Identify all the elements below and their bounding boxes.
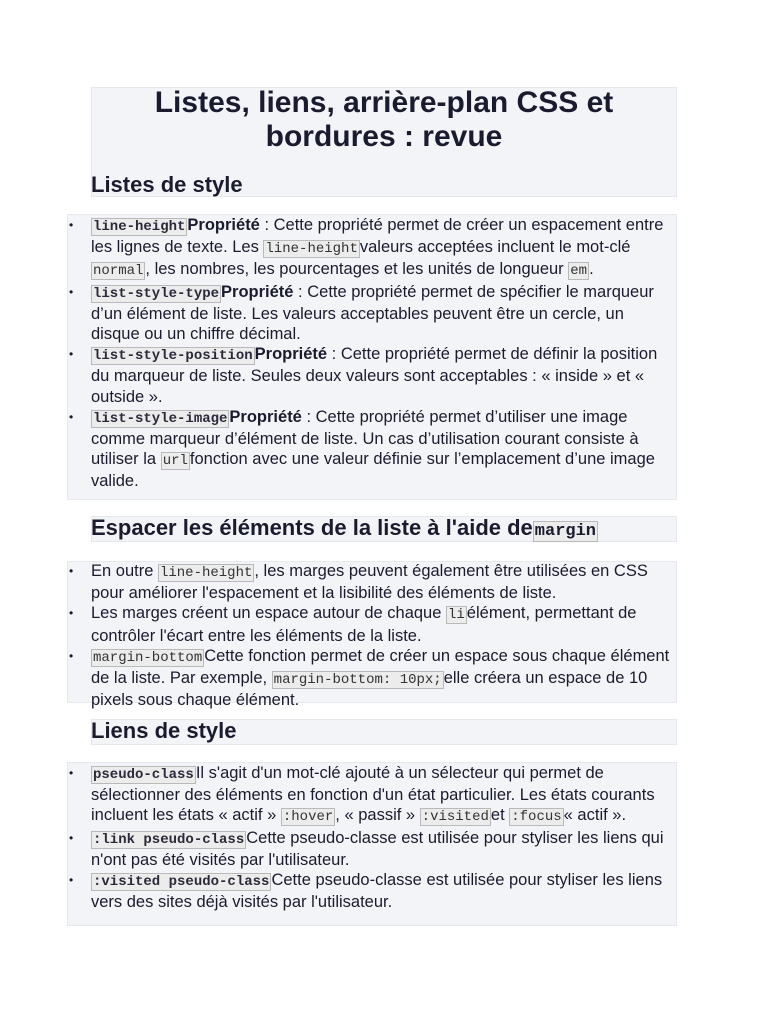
item-text: : Cette propriété permet d’utiliser une image comme marqueur d’élément de liste. Un cas d’utilisation courant consiste à utiliser la: [91, 407, 639, 469]
code-snippet: :link pseudo-class: [93, 831, 245, 848]
bullet: •: [69, 284, 74, 299]
list-item: [69, 870, 675, 912]
bullet: •: [69, 564, 74, 578]
item-text: Cette pseudo-classe est utilisée pour styliser les liens vers des sites déjà visités par l'utilisateur.: [91, 871, 663, 912]
bullet: •: [69, 766, 74, 780]
item-text: .: [589, 260, 594, 279]
code-snippet: normal: [93, 263, 144, 280]
list-espacer-elements: [67, 561, 675, 710]
code-snippet: :visited: [421, 809, 489, 826]
code-snippet: :hover: [282, 809, 334, 826]
item-text: , les marges peuvent également être utilisées en CSS pour améliorer l'espacement et la lisibilité des éléments de liste.: [91, 562, 648, 603]
property-label: Propriété: [221, 282, 294, 301]
list-item: [69, 407, 675, 492]
page-title: Listes, liens, arrière-plan CSS et bordures : revue: [154, 86, 614, 153]
code-snippet: margin-bottom: 10px;: [273, 672, 442, 689]
item-text: Cette pseudo-classe est utilisée pour styliser les liens qui n'ont pas été visités par l'utilisateur.: [91, 828, 664, 869]
code-snippet: line-height: [159, 565, 253, 581]
item-text: En outre: [91, 562, 158, 580]
code-snippet: :visited pseudo-class: [93, 874, 270, 891]
bullet: •: [69, 409, 74, 424]
bullet: •: [69, 606, 74, 621]
code-snippet: em: [570, 263, 588, 280]
item-text: Les marges créent un espace autour de chaque: [91, 604, 446, 623]
code-snippet: list-style-image: [93, 410, 228, 427]
section-heading-margin: [91, 515, 598, 545]
code-snippet: list-style-type: [93, 285, 220, 302]
heading-text: Espacer les éléments de la liste à l'aide de: [91, 515, 533, 540]
item-text: : Cette propriété permet de spécifier le marqueur d’un élément de liste. Les valeurs acceptables peuvent être un cercle, un disque ou un chiffre décimal.: [91, 282, 654, 344]
item-text: : Cette propriété permet de créer un espacement entre les lignes de texte. Les: [91, 216, 664, 257]
item-text: élément, permettant de contrôler l'écart entre les éléments de la liste.: [91, 604, 637, 645]
item-text: : Cette propriété permet de définir la position du marqueur de liste. Seules deux valeurs sont acceptables : « inside » et « outside ».: [91, 345, 658, 406]
bullet: •: [69, 873, 74, 888]
list-item: [69, 828, 675, 870]
bullet: •: [69, 347, 74, 362]
code-snippet: url: [162, 453, 188, 470]
list-item: [69, 215, 675, 282]
list-item: [69, 646, 675, 711]
list-item: [69, 344, 675, 407]
code-snippet: margin-bottom: [93, 649, 203, 666]
item-text: « actif ».: [563, 806, 627, 825]
property-label: Propriété: [229, 407, 302, 426]
code-snippet: margin: [534, 522, 597, 541]
list-item: [69, 603, 675, 645]
list-liens-de-style: [67, 763, 675, 912]
code-snippet: list-style-position: [93, 348, 253, 365]
list-item: [69, 763, 675, 828]
list-item: [69, 282, 675, 345]
code-snippet: line-height: [265, 241, 358, 258]
item-text: , les nombres, les pourcentages et les unités de longueur: [145, 260, 569, 279]
code-snippet: line-height: [93, 219, 186, 235]
item-text: valeurs acceptées incluent le mot-clé: [359, 238, 631, 257]
item-text: elle créera un espace de 10 pixels sous chaque élément.: [91, 669, 648, 710]
section-heading-listes: Listes de style: [91, 172, 243, 197]
code-snippet: :focus: [511, 809, 562, 826]
bullet: •: [69, 648, 74, 663]
property-label: Propriété: [187, 216, 260, 234]
item-text: et: [490, 806, 510, 825]
code-snippet: li: [447, 607, 465, 624]
bullet: •: [69, 830, 74, 845]
item-text: Cette fonction permet de créer un espace sous chaque élément de la liste. Par exemple,: [91, 646, 670, 688]
item-text: Il s'agit d'un mot-clé ajouté à un sélecteur qui permet de sélectionner des éléments en fonction d'un état particulier. Les états courants incluent les états « actif »: [91, 764, 655, 825]
list-listes-de-style: [67, 215, 675, 492]
item-text: fonction avec une valeur définie sur l’emplacement d’une image valide.: [91, 450, 655, 491]
section-heading-liens: Liens de style: [91, 718, 237, 743]
bullet: •: [69, 218, 74, 232]
property-label: Propriété: [254, 345, 328, 364]
item-text: , « passif »: [335, 806, 420, 825]
code-snippet: pseudo-class: [93, 767, 194, 783]
list-item: [69, 561, 675, 603]
